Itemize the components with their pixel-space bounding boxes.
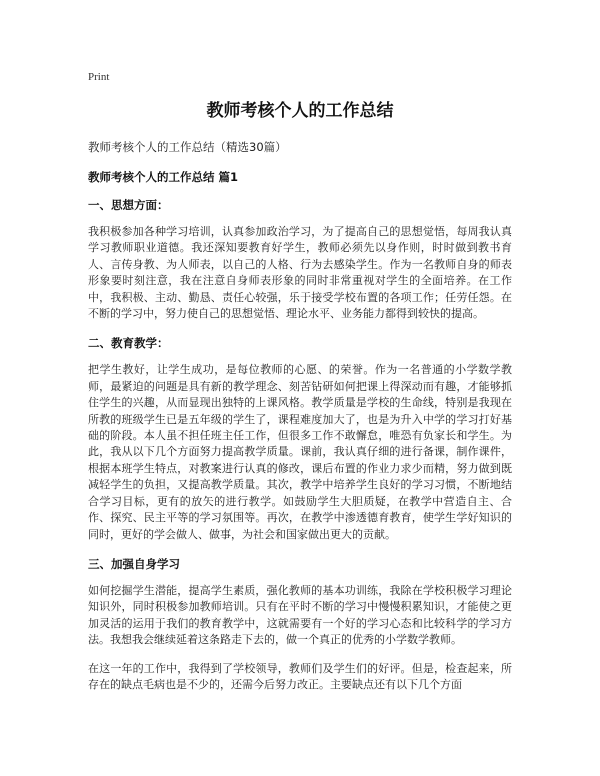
section-heading-self-study: 三、加强自身学习 — [88, 556, 180, 571]
article-heading: 教师考核个人的工作总结 篇1 — [88, 170, 239, 184]
paragraph-thought: 我积极参加各种学习培训，认真参加政治学习，为了提高自己的思想觉悟，每周我认真学习教师职业道德。我还深知要教育好学生，教师必须先以身作则，时时做到教书育人、言传身教、为人师表，以自己的人格、行为去感染学生。作为一名教师自身的师表形象要时刻注意，我在注意自身师表形象的同时非常重视对学生的全面培养。在工作中，我积极、主动、勤恳、责任心较强，乐于接受学校布置的各项工作；任劳任怨。在不断的学习中，努力使自己的思想觉悟、理论水平、业务能力都得到较快的提高。 — [88, 225, 512, 321]
section-heading-thought: 一、思想方面： — [88, 198, 169, 212]
print-label: Print — [88, 71, 110, 83]
paragraph-self-study: 如何挖掘学生潜能，提高学生素质，强化教师的基本功训练，我除在学校积极学习理论知识外，同时积极参加教师培训。只有在平时不断的学习中慢慢积累知识，才能使之更加灵活的运用于我们的教育教学中，这就需要有一个好的学习心态和比较科学的学习方法。我想我会继续延着这条路走下去的，做一个真正的优秀的小学数学教师。 — [88, 583, 512, 647]
document-subtitle: 教师考核个人的工作总结（精选30篇） — [88, 140, 287, 154]
page-title: 教师考核个人的工作总结 — [206, 101, 394, 121]
paragraph-teaching: 把学生教好，让学生成功，是每位教师的心愿、的荣誉。作为一名普通的小学数学教师，最紧迫的问题是具有新的教学理念、刻苦钻研如何把课上得深动而有趣，才能够抓住学生的兴趣，从而显现出独特的上课风格。教学质量是学校的生命线，特别是我现在所教的班级学生已是五年级的学生了，课程难度加大了，也是为升入中学的学习打好基础的阶段。本人虽不担任班主任工作，但很多工作不敢懈怠，唯恐有负家长和学生。为此，我从以下几个方面努力提高教学质量。课前，我认真仔细的进行备课，制作课件，根据本班学生特点，对教案进行认真的修改，课后布置的作业力求少而精，努力做到既减轻学生的负担，又提高教学质量。其次，教学中培养学生良好的学习习惯，不断地结合学习目标，更有的放矢的进行教学。如鼓励学生大胆质疑，在教学中营造自主、合作、探究、民主平等的学习氛围等。再次，在教学中渗透德育教育，使学生学好知识的同时，更好的学会做人、做事，为社会和国家做出更大的贡献。 — [88, 363, 512, 541]
paragraph-evaluation: 在这一年的工作中，我得到了学校领导，教师们及学生们的好评。但是，检查起来，所存在的缺点毛病也是不少的，还需今后努力改正。主要缺点还有以下几个方面 — [88, 661, 512, 691]
section-heading-teaching: 二、教育教学： — [88, 336, 169, 351]
